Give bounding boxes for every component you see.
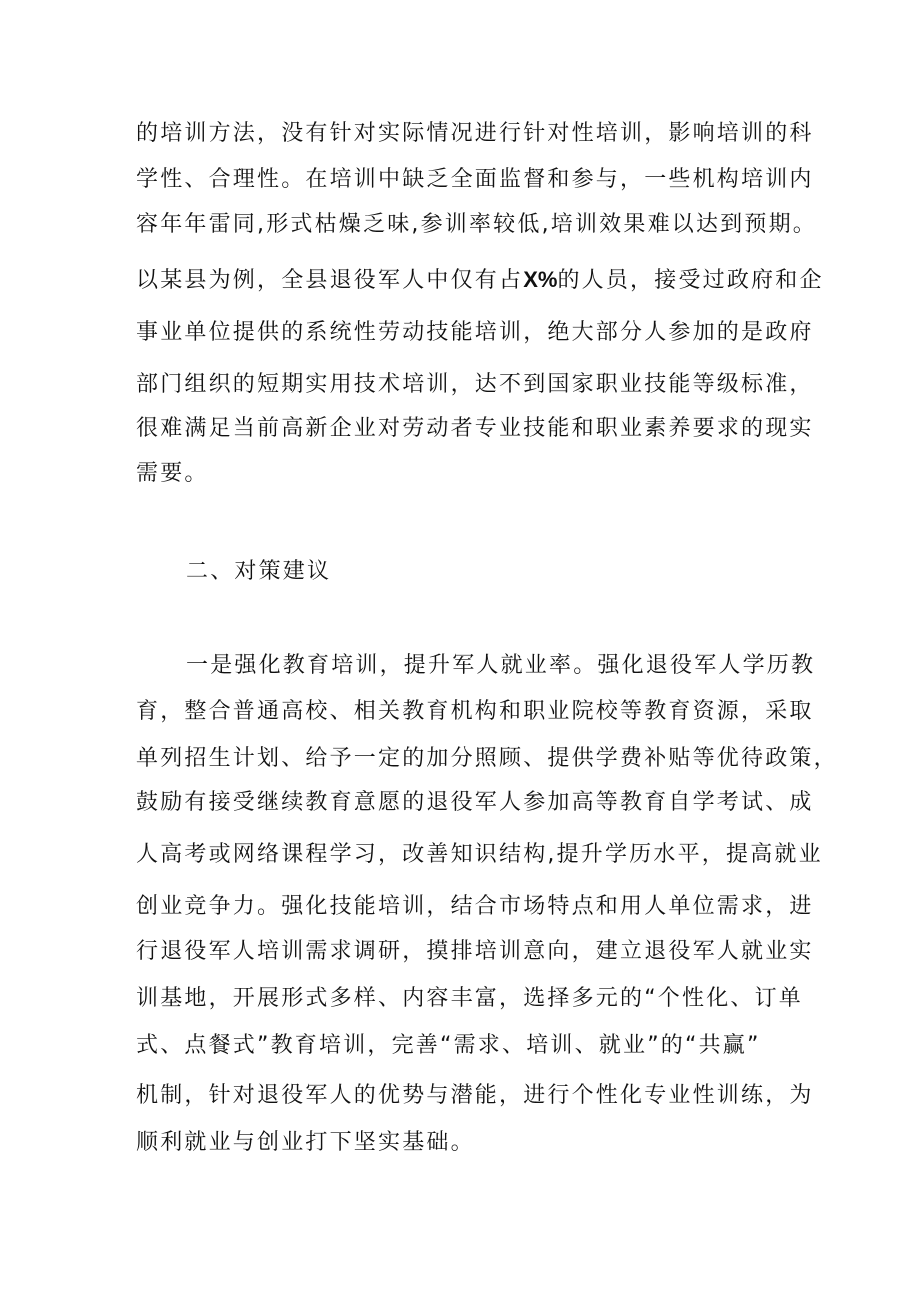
paragraph-line-end: 的人员，接受过政府和企 [557, 268, 824, 293]
paragraph-line: 机制，针对退役军人的优势与潜能，进行个性化专业性训练，为 [136, 1083, 814, 1108]
paragraph-line: 训基地，开展形式多样、内容丰富，选择多元的“个性化、订单 [136, 986, 803, 1011]
paragraph-line: 育，整合普通高校、相关教育机构和职业院校等教育资源，采取 [136, 699, 814, 724]
paragraph-line-start: 以某县为例，全县退役军人中仅有占 [136, 268, 524, 293]
paragraph-line: 式、点餐式”教育培训，完善“需求、培训、就业”的“共赢” [136, 1033, 761, 1058]
section-heading: 二、对策建议 [186, 559, 332, 584]
paragraph-line: 鼓励有接受继续教育意愿的退役军人参加高等教育自学考试、成 [136, 790, 814, 815]
paragraph-line-with-highlight [136, 265, 824, 296]
percentage-placeholder: X% [523, 267, 558, 292]
paragraph-line: 顺利就业与创业打下坚实基础。 [136, 1130, 475, 1155]
paragraph-line: 事业单位提供的系统性劳动技能培训，绝大部分人参加的是政府 [136, 320, 814, 345]
paragraph-line: 单列招生计划、给予一定的加分照顾、提供学费补贴等优待政策， [136, 746, 838, 771]
paragraph-line: 部门组织的短期实用技术培训，达不到国家职业技能等级标准， [136, 372, 814, 397]
paragraph-line: 行退役军人培训需求调研，摸排培训意向，建立退役军人就业实 [136, 939, 814, 964]
paragraph-line: 容年年雷同,形式枯燥乏味,参训率较低,培训效果难以达到预期。 [136, 212, 817, 237]
paragraph-line: 创业竞争力。强化技能培训，结合市场特点和用人单位需求，进 [136, 894, 814, 919]
paragraph-line: 需要。 [136, 461, 209, 486]
paragraph-line: 人高考或网络课程学习，改善知识结构,提升学历水平，提高就业 [136, 842, 823, 867]
paragraph-line: 很难满足当前高新企业对劳动者专业技能和职业素养要求的现实 [136, 416, 814, 441]
paragraph-line: 学性、合理性。在培训中缺乏全面监督和参与，一些机构培训内 [136, 167, 814, 192]
paragraph-line: 的培训方法，没有针对实际情况进行针对性培训，影响培训的科 [136, 121, 814, 146]
paragraph-line: 一是强化教育培训，提升军人就业率。强化退役军人学历教 [186, 653, 816, 678]
